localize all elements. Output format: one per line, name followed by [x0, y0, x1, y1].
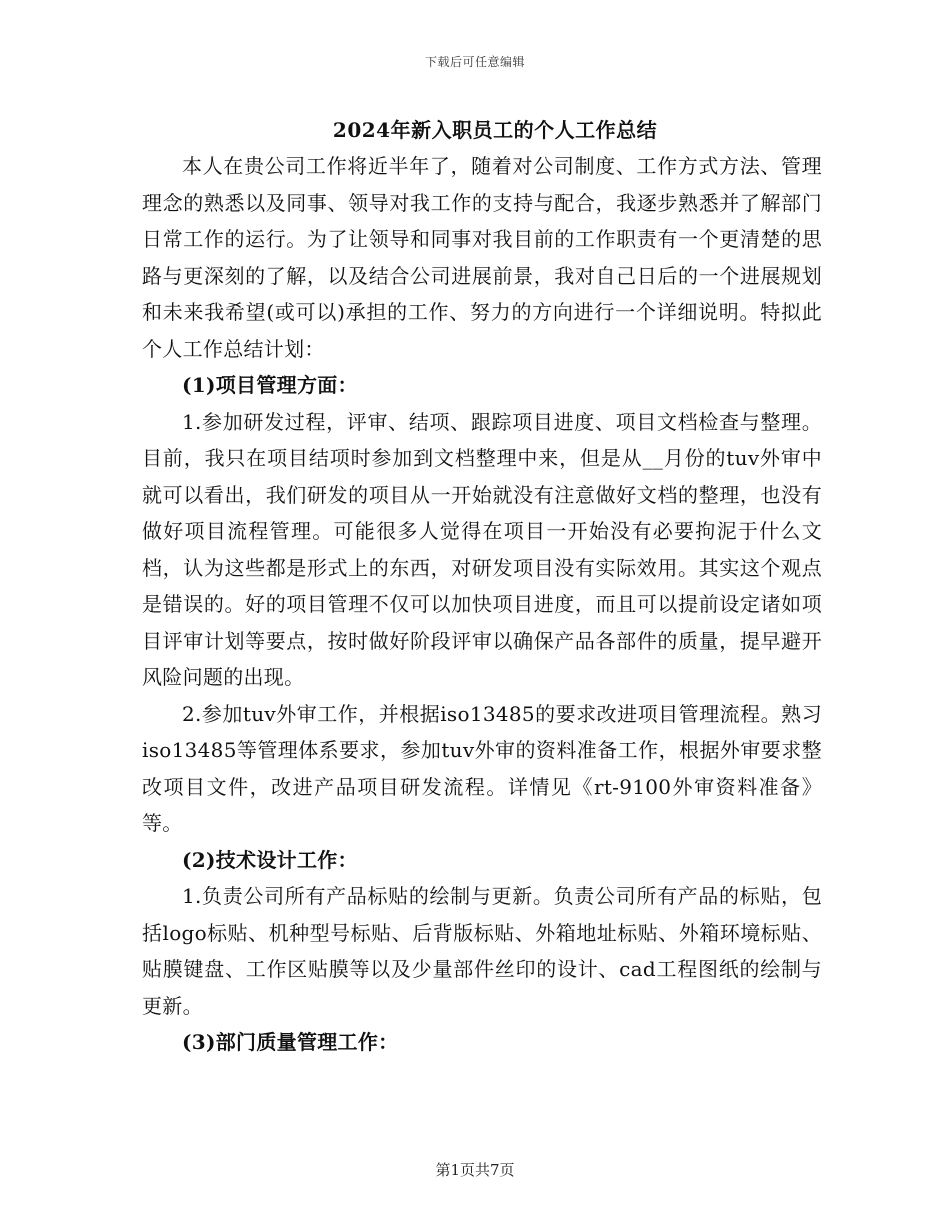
section-heading-quality-management: (3)部门质量管理工作：	[182, 1030, 399, 1054]
page-footer: 第1页共7页	[435, 1161, 515, 1179]
section-heading-technical-design: (2)技术设计工作：	[182, 847, 358, 872]
section-heading-project-management: (1)项目管理方面：	[182, 373, 358, 397]
project-management-item-1: 1.参加研发过程，评审、结项、跟踪项目进度、项目文档检查与整理。目前，我只在项目结项时参加到文档整理中来，但是从__月份的tuv外审中就可以看出，我们研发的项目从一开始就没有注意做好文档的整理，也没有做好项目流程管理。可能很多人觉得在项目一开始没有必要拘泥于什么文档，认为这些都是形式上的东西，对研发项目没有实际效用。其实这个观点是错误的。好的项目管理不仅可以加快项目进度，而且可以提前设定诸如项目评审计划等要点，按时做好阶段评审以确保产品各部件的质量，提早避开风险问题的出现。	[142, 409, 822, 689]
project-management-item-2: 2.参加tuv外审工作，并根据iso13485的要求改进项目管理流程。熟习iso13485等管理体系要求，参加tuv外审的资料准备工作，根据外审要求整改项目文件，改进产品项目研发流程。详情见《rt-9100外审资料准备》等。	[142, 701, 822, 835]
header-note: 下载后可任意编辑	[424, 55, 525, 69]
intro-paragraph: 本人在贵公司工作将近半年了，随着对公司制度、工作方式方法、管理理念的熟悉以及同事、领导对我工作的支持与配合，我逐步熟悉并了解部门日常工作的运行。为了让领导和同事对我目前的工作职责有一个更清楚的思路与更深刻的了解，以及结合公司进展前景，我对自己日后的一个进展规划和未来我希望(或可以)承担的工作、努力的方向进行一个详细说明。特拟此个人工作总结计划：	[142, 154, 822, 361]
technical-design-item-1: 1.负责公司所有产品标贴的绘制与更新。负责公司所有产品的标贴，包括logo标贴、机种型号标贴、后背版标贴、外箱地址标贴、外箱环境标贴、贴膜键盘、工作区贴膜等以及少量部件丝印的设计、cad工程图纸的绘制与更新。	[142, 884, 822, 1018]
document-body	[142, 148, 822, 1061]
document-title: 2024年新入职员工的个人工作总结	[332, 118, 658, 142]
